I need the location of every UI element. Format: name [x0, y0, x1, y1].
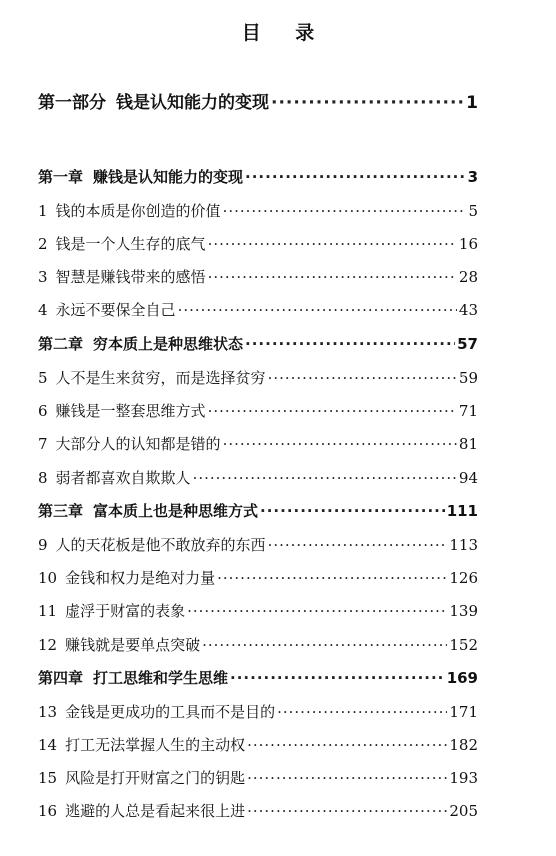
dot-leader	[178, 299, 457, 321]
toc-entry-section-7	[38, 433, 478, 455]
dot-leader	[217, 567, 447, 589]
toc-entry-number: 11	[38, 602, 58, 620]
toc-entry-title: 人不是生来贫穷，而是选择贫穷	[55, 369, 266, 387]
toc-entry-title: 弱者都喜欢自欺欺人	[55, 469, 191, 487]
dot-leader	[268, 367, 457, 389]
dot-leader	[193, 467, 457, 489]
dot-leader	[271, 92, 464, 114]
toc-entry-title: 打工思维和学生思维	[93, 669, 229, 687]
toc-entry-page: 139	[449, 602, 478, 620]
dot-leader	[245, 333, 455, 355]
page-title: 目 录	[241, 22, 329, 44]
toc-entry-section-14	[38, 734, 478, 756]
toc-entry-number: 15	[38, 769, 58, 787]
dot-leader	[247, 767, 447, 789]
dot-leader	[187, 600, 447, 622]
toc-entry-section-2	[38, 233, 478, 255]
toc-entry-page: 193	[449, 769, 478, 787]
dot-leader	[208, 266, 457, 288]
toc-entry-section-12	[38, 634, 478, 656]
toc-entry-number: 9	[38, 536, 48, 554]
dot-leader	[247, 734, 447, 756]
toc-entry-number: 3	[38, 268, 48, 286]
toc-entry-section-4	[38, 299, 478, 321]
toc-entry-page: 113	[449, 536, 478, 554]
toc-entry-title: 人的天花板是他不敢放弃的东西	[55, 536, 266, 554]
toc-entry-chapter-2	[38, 333, 478, 355]
toc-entry-page: 169	[446, 669, 478, 687]
dot-leader	[208, 400, 457, 422]
toc-entry-title: 穷本质上是种思维状态	[93, 335, 244, 353]
toc-entry-section-10	[38, 567, 478, 589]
dot-leader	[202, 634, 447, 656]
toc-entry-number: 5	[38, 369, 48, 387]
toc-entry-number: 4	[38, 301, 48, 319]
toc-entry-page: 16	[458, 235, 478, 253]
toc-entry-page: 57	[457, 335, 478, 353]
toc-entry-number: 2	[38, 235, 48, 253]
toc-entry-page: 94	[458, 469, 478, 487]
toc-entry-title: 钱是认知能力的变现	[116, 93, 269, 113]
toc-entry-section-9	[38, 534, 478, 556]
toc-entry-number: 8	[38, 469, 48, 487]
toc-entry-number: 13	[38, 703, 58, 721]
dot-leader	[277, 701, 447, 723]
toc-entry-page: 171	[449, 703, 478, 721]
dot-leader	[245, 166, 466, 188]
toc-entry-chapter-4	[38, 667, 478, 689]
toc-entry-title: 赚钱就是要单点突破	[65, 636, 201, 654]
toc-entry-number: 12	[38, 636, 58, 654]
toc-entry-page: 28	[458, 268, 478, 286]
toc-entry-page: 43	[458, 301, 478, 319]
toc-entry-number: 第一部分	[38, 93, 106, 113]
toc-entry-title: 智慧是赚钱带来的感悟	[55, 268, 206, 286]
toc-entry-title: 钱是一个人生存的底气	[55, 235, 206, 253]
toc-entry-page: 182	[449, 736, 478, 754]
toc-entry-title: 永远不要保全自己	[55, 301, 176, 319]
toc-entry-page: 126	[449, 569, 478, 587]
toc-entry-title: 打工无法掌握人生的主动权	[65, 736, 246, 754]
toc-entry-number: 第二章	[38, 335, 84, 353]
toc-entry-section-1	[38, 200, 478, 222]
toc-entry-number: 16	[38, 802, 58, 820]
toc-entry-section-8	[38, 467, 478, 489]
dot-leader	[260, 500, 445, 522]
toc-entry-page: 5	[468, 202, 478, 220]
toc-entry-title: 赚钱是认知能力的变现	[93, 168, 244, 186]
toc-entry-page: 205	[449, 802, 478, 820]
dot-leader	[247, 800, 447, 822]
toc-entry-section-13	[38, 701, 478, 723]
dot-leader	[230, 667, 445, 689]
dot-leader	[268, 534, 448, 556]
toc-entry-title: 虚浮于财富的表象	[65, 602, 186, 620]
toc-entry-section-11	[38, 600, 478, 622]
toc-entry-part-1	[38, 92, 478, 114]
toc-entry-section-15	[38, 767, 478, 789]
toc-entry-page: 59	[458, 369, 478, 387]
toc-entry-title: 金钱是更成功的工具而不是目的	[65, 703, 276, 721]
toc-entry-number: 6	[38, 402, 48, 420]
toc-entry-page: 1	[466, 93, 478, 113]
toc-entry-section-16	[38, 800, 478, 822]
dot-leader	[208, 233, 457, 255]
toc-entry-number: 10	[38, 569, 58, 587]
toc-entry-title: 逃避的人总是看起来很上进	[65, 802, 246, 820]
toc-entry-page: 111	[446, 502, 478, 520]
toc-entry-section-5	[38, 367, 478, 389]
toc-entry-page: 81	[458, 435, 478, 453]
toc-entry-number: 7	[38, 435, 48, 453]
toc-entry-number: 第一章	[38, 168, 84, 186]
toc-entry-title: 风险是打开财富之门的钥匙	[65, 769, 246, 787]
toc-entry-number: 第三章	[38, 502, 84, 520]
toc-entry-title: 金钱和权力是绝对力量	[65, 569, 216, 587]
toc-entry-page: 152	[449, 636, 478, 654]
toc-entry-section-6	[38, 400, 478, 422]
toc-entry-title: 富本质上也是种思维方式	[93, 502, 259, 520]
toc-entry-chapter-1	[38, 166, 478, 188]
toc-entry-chapter-3	[38, 500, 478, 522]
toc-entry-section-3	[38, 266, 478, 288]
toc-entry-number: 14	[38, 736, 58, 754]
toc-entry-title: 大部分人的认知都是错的	[55, 435, 221, 453]
dot-leader	[223, 200, 467, 222]
toc-entry-page: 71	[458, 402, 478, 420]
toc-entry-number: 第四章	[38, 669, 84, 687]
toc-entry-title: 钱的本质是你创造的价值	[55, 202, 221, 220]
toc-entry-title: 赚钱是一整套思维方式	[55, 402, 206, 420]
dot-leader	[223, 433, 457, 455]
toc-entry-page: 3	[467, 168, 478, 186]
toc-entry-number: 1	[38, 202, 48, 220]
